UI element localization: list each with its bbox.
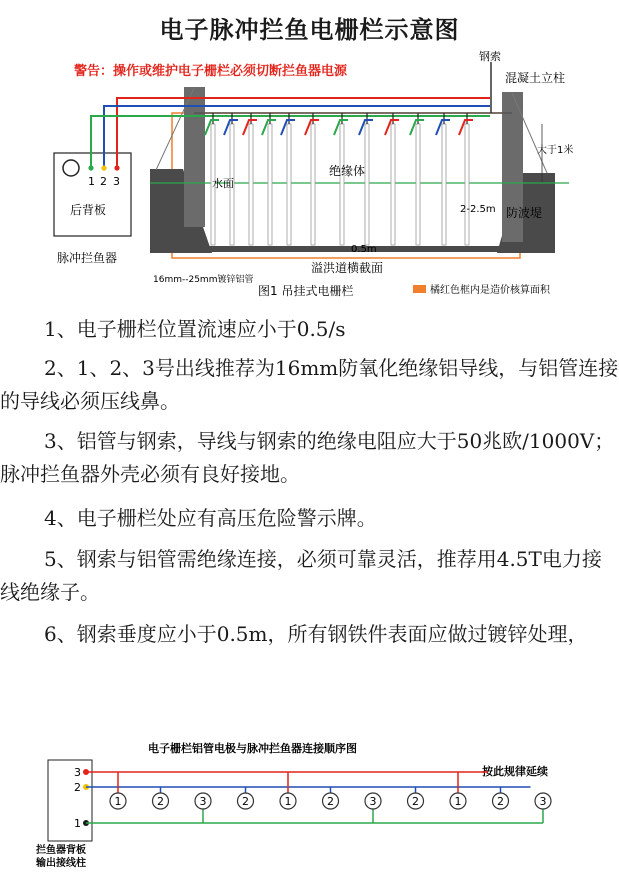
electrode-pipe xyxy=(287,124,291,245)
depth-label: 大于1米 xyxy=(537,145,574,156)
insulator-label: 绝缘体 xyxy=(329,164,366,178)
rule-4: 4、电子栅栏处应有高压危险警示牌。 xyxy=(44,506,377,530)
page-title: 电子脉冲拦鱼电栅栏示意图 xyxy=(159,16,460,44)
electrode-number: 1 xyxy=(284,795,292,808)
electrode-pipe xyxy=(465,124,469,245)
rule-3: 3、铝管与钢索，导线与钢索的绝缘电阻应大于50兆欧/1000V；脉冲拦鱼器外壳必须有良好接地。 xyxy=(0,429,615,486)
electrode-number: 2 xyxy=(497,795,504,808)
steel-cable-label: 钢索 xyxy=(479,50,501,63)
rule-1: 1、电子栅栏位置流速应小于0.5/s xyxy=(44,317,346,341)
electrode-pipe xyxy=(365,124,369,245)
connection-order-diagram xyxy=(0,730,619,880)
electrode-pipe xyxy=(391,124,395,245)
rule-5: 5、钢索与铝管需绝缘连接，必须可靠灵活，推荐用4.5T电力接线绝缘子。 xyxy=(0,547,602,604)
height-range-label: 2-2.5m xyxy=(460,204,496,215)
electrode-pipe xyxy=(311,124,315,245)
pulse-device-box xyxy=(54,153,131,236)
device-label: 脉冲拦鱼器 xyxy=(57,251,118,265)
concrete-post-label: 混凝土立柱 xyxy=(505,71,566,85)
electrode-number: 2 xyxy=(157,795,164,808)
electrode-pipe xyxy=(268,124,272,245)
electrode-pipe xyxy=(340,124,344,245)
rule-2: 2、1、2、3号出线推荐为16mm防氧化绝缘铝导线，与铝管连接的导线必须压线鼻。 xyxy=(0,356,619,413)
electrode-number: 2 xyxy=(327,795,334,808)
panel-terminal-1: 1 xyxy=(74,817,81,830)
spacing-label: 0.5m xyxy=(351,244,377,255)
spillway-section-label: 溢洪道横截面 xyxy=(311,261,384,275)
terminal-1-label: 1 xyxy=(88,175,95,188)
continue-note: 按此规律延续 xyxy=(482,765,548,778)
electrode-number: 2 xyxy=(242,795,249,808)
panel-label-line1: 拦鱼器背板 xyxy=(36,845,86,856)
device-terminal-dot xyxy=(114,165,119,170)
electrode-number: 3 xyxy=(199,795,207,808)
fence-diagram xyxy=(0,40,619,305)
device-terminal-dot xyxy=(88,165,93,170)
device-terminal-dot xyxy=(101,165,106,170)
electrode-number: 2 xyxy=(412,795,419,808)
panel-terminal-2: 2 xyxy=(74,781,81,794)
electrode-number: 1 xyxy=(454,795,462,808)
electrode-pipe xyxy=(416,124,420,245)
figure1-caption: 图1 吊挂式电栅栏 xyxy=(258,284,354,298)
electrode-number: 3 xyxy=(369,795,377,808)
left-concrete-post xyxy=(184,87,205,227)
breakwater-label: 防波堤 xyxy=(506,206,543,220)
rule-6: 6、钢索垂度应小于0.5m，所有钢铁件表面应做过镀锌处理， xyxy=(44,622,588,646)
pipe-spec-label: 16mm--25mm镀锌铝管 xyxy=(153,275,254,285)
terminal-3-label: 3 xyxy=(113,175,120,188)
electrode-pipe xyxy=(249,124,253,245)
terminal-2-label: 2 xyxy=(100,175,107,188)
water-surface-label: 水面 xyxy=(212,177,234,190)
electrode-pipe xyxy=(442,124,446,245)
panel-terminal-3: 3 xyxy=(74,766,81,779)
panel-label-line2: 输出接线柱 xyxy=(36,858,86,869)
warning-text: 警告：操作或维护电子栅栏必须切断拦鱼器电源 xyxy=(74,64,348,79)
figure2-title: 电子栅栏铝管电极与脉冲拦鱼器连接顺序图 xyxy=(148,742,357,755)
electrode-number: 3 xyxy=(539,795,547,808)
legend-text: 橘红色框内是造价核算面积 xyxy=(430,285,550,296)
back-panel-label: 后背板 xyxy=(70,203,107,217)
electrode-number: 1 xyxy=(114,795,122,808)
legend-swatch xyxy=(413,285,426,293)
